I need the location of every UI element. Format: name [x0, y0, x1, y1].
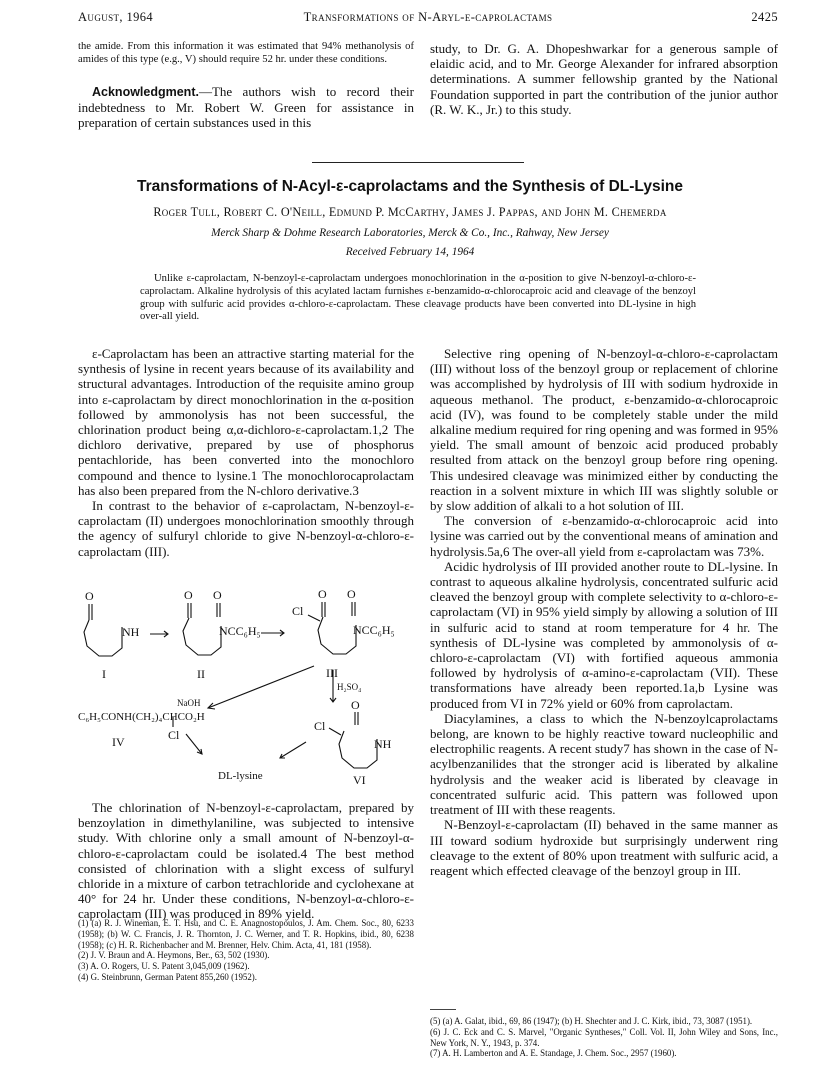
article-abstract: [140, 273, 696, 324]
paragraph: The conversion of ε-benzamido-α-chlorocaproic acid into lysine was carried out by the conventional means of amination and hydrolysis.5a,6 The over-all yield from ε-caprolactam was 73%.: [430, 513, 778, 559]
compound-label-I: I: [102, 667, 106, 681]
atom-O: O: [184, 588, 193, 602]
article-authors: Roger Tull, Robert C. O'Neill, Edmund P. McCarthy, James J. Pappas, and John M. Chemerda: [153, 205, 667, 219]
left-column-text: [78, 346, 414, 559]
arrow-III-IV: [208, 666, 314, 708]
footnote-separator: [430, 1009, 456, 1010]
footnotes-left: [78, 918, 414, 983]
left-column-text-continued: [78, 800, 414, 922]
atom-O: O: [85, 589, 94, 603]
ring-II-bonds: [183, 618, 221, 655]
prev-paragraph: the amide. From this information it was estimated that 94% methanolysis of amides of this type (e.g., V) should require 52 hr. under these conditions.: [78, 41, 414, 65]
footnote: (4) G. Steinbrunn, German Patent 855,260 (1952).: [78, 971, 257, 982]
footnote: (7) A. H. Lamberton and A. E. Standage, J. Chem. Soc., 2957 (1960).: [430, 1048, 677, 1059]
atom-O: O: [347, 587, 356, 601]
group-NCC6H5: NCC₆H₅: [219, 624, 261, 638]
acknowledgment: [78, 84, 414, 131]
page-number: 2425: [751, 10, 778, 24]
reaction-scheme: [78, 586, 418, 784]
atom-O: O: [351, 698, 360, 712]
running-header: [78, 10, 778, 30]
footnote: (3) A. O. Rogers, U. S. Patent 3,045,009 (1962).: [78, 961, 250, 972]
section-divider: [312, 162, 524, 163]
paragraph: Diacylamines, a class to which the N-benzoylcaprolactams belong, are known to be highly reactive toward nucleophilic and electrophilic reagents. A recent study7 has shown in the case of N-acylbenzanilides that the stronger acid is liberated by alkaline hydrolysis and the weaker acid is liberated by cleavage in concentrated sulfuric acid. This pattern was followed upon treatment of III with these reagents.: [430, 710, 778, 818]
atom-Cl: Cl: [168, 728, 180, 742]
c-cl-bond-III: [308, 615, 320, 621]
footnote: (1) (a) R. J. Wineman, E. T. Hsu, and C. E. Anagnostopoulos, J. Am. Chem. Soc., 80, 6233 (1958); (b) W. C. Francis, J. R. Thornton, J. C. Werner, and T. R. Hopkins, ibid., 80, 6238 (1958); (c) H. R. Richenbacher and M. Brenner, Helv. Chim. Acta, 41, 181 (1958).: [78, 918, 414, 950]
formula-IV: C₆H₅CONH(CH₂)₄CHCO₂H: [78, 711, 205, 723]
reaction-scheme-drawing: [78, 586, 418, 784]
article-affiliation: Merck Sharp & Dohme Research Laboratories, Merck & Co., Inc., Rahway, New Jersey: [211, 227, 609, 239]
prev-article-right-column: [430, 41, 778, 117]
ring-III-bonds: [318, 617, 356, 654]
received-date: Received February 14, 1964: [345, 246, 475, 258]
acknowledgment-heading: Acknowledgment.: [92, 85, 199, 99]
product-dl-lysine: DL-lysine: [218, 770, 263, 782]
acknowledgment-text: —The authors wish to record their indebtedness to Mr. Robert W. Green for assistance in preparation of certain substances used in this: [78, 84, 414, 131]
atom-O: O: [318, 587, 327, 601]
ring-I-bonds: [84, 620, 122, 656]
right-column-text: [430, 346, 778, 878]
paragraph: Acidic hydrolysis of III provided another route to DL-lysine. In contrast to aqueous alkaline hydrolysis, concentrated sulfuric acid cleaved the benzoyl group with complete selectivity to α-chloro-ε-caprolactam (VI) in 95% yield simply by allowing a solution of III in sulfuric acid to stand at room temperature for 4 hr. The synthesis of DL-lysine was completed by ammonolysis of α-chloro-ε-caprolactam (VI) with fortified aqueous ammonia followed by hydrolysis of α-amino-ε-caprolactam (VII). These transformations have already been reported.1a,b Lysine was produced from VI in 72% yield or 60% from caprolactam.: [430, 558, 778, 711]
prev-paragraph-continued: study, to Dr. G. A. Dhopeshwarkar for a generous sample of elaidic acid, and to Mr. George Alexander for infrared absorption determinations. A summer fellowship granted by the National Foundation supported in part the contribution of the junior author (R. W. K., Jr.) to this study.: [430, 41, 778, 117]
footnote: (6) J. C. Eck and C. S. Marvel, "Organic Syntheses," Coll. Vol. II, John Wiley and Sons, Inc., New York, N. Y., 1943, p. 374.: [430, 1026, 778, 1048]
compound-label-II: II: [197, 667, 205, 681]
c-cl-bond-VI: [329, 728, 341, 735]
compound-label-VI: VI: [353, 773, 366, 784]
compound-label-III: III: [326, 666, 338, 680]
compound-label-IV: IV: [112, 735, 125, 749]
footnote: (2) J. V. Braun and A. Heymons, Ber., 63, 502 (1930).: [78, 950, 270, 961]
arrow-IV-lysine: [186, 734, 202, 754]
arrow-VI-lysine: [280, 742, 306, 758]
header-journal-title: Transformations of N-Aryl-ε-caprolactams: [303, 10, 553, 24]
ring-VI-bonds: [339, 731, 377, 768]
paragraph: N-Benzoyl-ε-caprolactam (II) behaved in the same manner as III toward sodium hydroxide but surprisingly underwent ring cleavage to the extent of 80% upon treatment with sulfuric acid, a reagent which effected cleavage of the benzoyl group in III.: [430, 817, 778, 878]
article-title: Transformations of N-Acyl-ε-caprolactams and the Synthesis of DL-Lysine: [137, 178, 683, 195]
footnotes-right: [430, 1016, 778, 1059]
paragraph: The chlorination of N-benzoyl-ε-caprolactam, prepared by benzoylation in dimethylaniline, was subjected to intensive study. With chlorine only a small amount of N-benzoyl-α-chloro-ε-caprolactam could be isolated.4 The best method consisted of chlorination with a slight excess of sulfuryl chloride in a mixture of carbon tetrachloride and cyclohexane at 40° for 24 hr. Under these conditions, N-benzoyl-α-chloro-ε-caprolactam (III) was produced in 89% yield.: [78, 800, 414, 922]
footnote: (5) (a) A. Galat, ibid., 69, 86 (1947); (b) H. Shechter and J. C. Kirk, ibid., 73, 3087 (1951).: [430, 1016, 753, 1026]
atom-Cl: Cl: [292, 604, 304, 618]
atom-O: O: [213, 588, 222, 602]
paragraph: In contrast to the behavior of ε-caprolactam, N-benzoyl-ε-caprolactam (II) undergoes monochlorination smoothly through the agency of sulfuryl chloride to give N-benzoyl-α-chloro-ε-caprolactam (III).: [78, 498, 414, 559]
header-date: August, 1964: [78, 10, 154, 24]
abstract-text: Unlike ε-caprolactam, N-benzoyl-ε-caprolactam undergoes monochlorination in the α-position to give N-benzoyl-α-chloro-ε-caprolactam. Alkaline hydrolysis of this acylated lactam furnishes ε-benzamido-α-chlorocaproic acid and cleavage of the benzoyl group with sulfuric acid provides α-chloro-ε-caprolactam. These cleavage products have been converted into DL-lysine in high over-all yield.: [140, 273, 696, 323]
paragraph: ε-Caprolactam has been an attractive starting material for the synthesis of lysine in recent years because of its availability and structural advantages. Introduction of the requisite amino group into ε-caprolactam by direct monochlorination in the α-position followed by ammonolysis has not been successful, the chlorination product being α,α-dichloro-ε-caprolactam.1,2 The dichloro derivative, prepared by use of phosphorus pentachloride, has been converted into the monochloro compound and thence to lysine.1 The monochlorocaprolactam has also been prepared from the N-chloro derivative.3: [78, 346, 414, 498]
paragraph: Selective ring opening of N-benzoyl-α-chloro-ε-caprolactam (III) without loss of the benzoyl group or replacement of chlorine was accomplished by hydrolysis of III with sodium hydroxide in aqueous methanol. The product, ε-benzamido-α-chlorocaproic acid (IV), was found to be completely stable under the mild alkaline medium required for ring opening and was formed in 95% yield. The small amount of benzoic acid produced probably resulted from attack on the benzoyl group before ring opening. This undesired cleavage was minimized either by conducting the reaction in a solvent mixture in which III was slightly soluble or by slow addition of alkali to a hot solution of III.: [430, 346, 779, 514]
prev-article-left-column: [78, 41, 414, 67]
group-NCC6H5: NCC₆H₅: [353, 623, 395, 637]
atom-NH: NH: [122, 625, 140, 639]
reagent-naoh: NaOH: [177, 698, 201, 708]
atom-NH: NH: [374, 737, 392, 751]
reagent-h2so4: H₂SO₄: [337, 682, 362, 692]
atom-Cl: Cl: [314, 719, 326, 733]
